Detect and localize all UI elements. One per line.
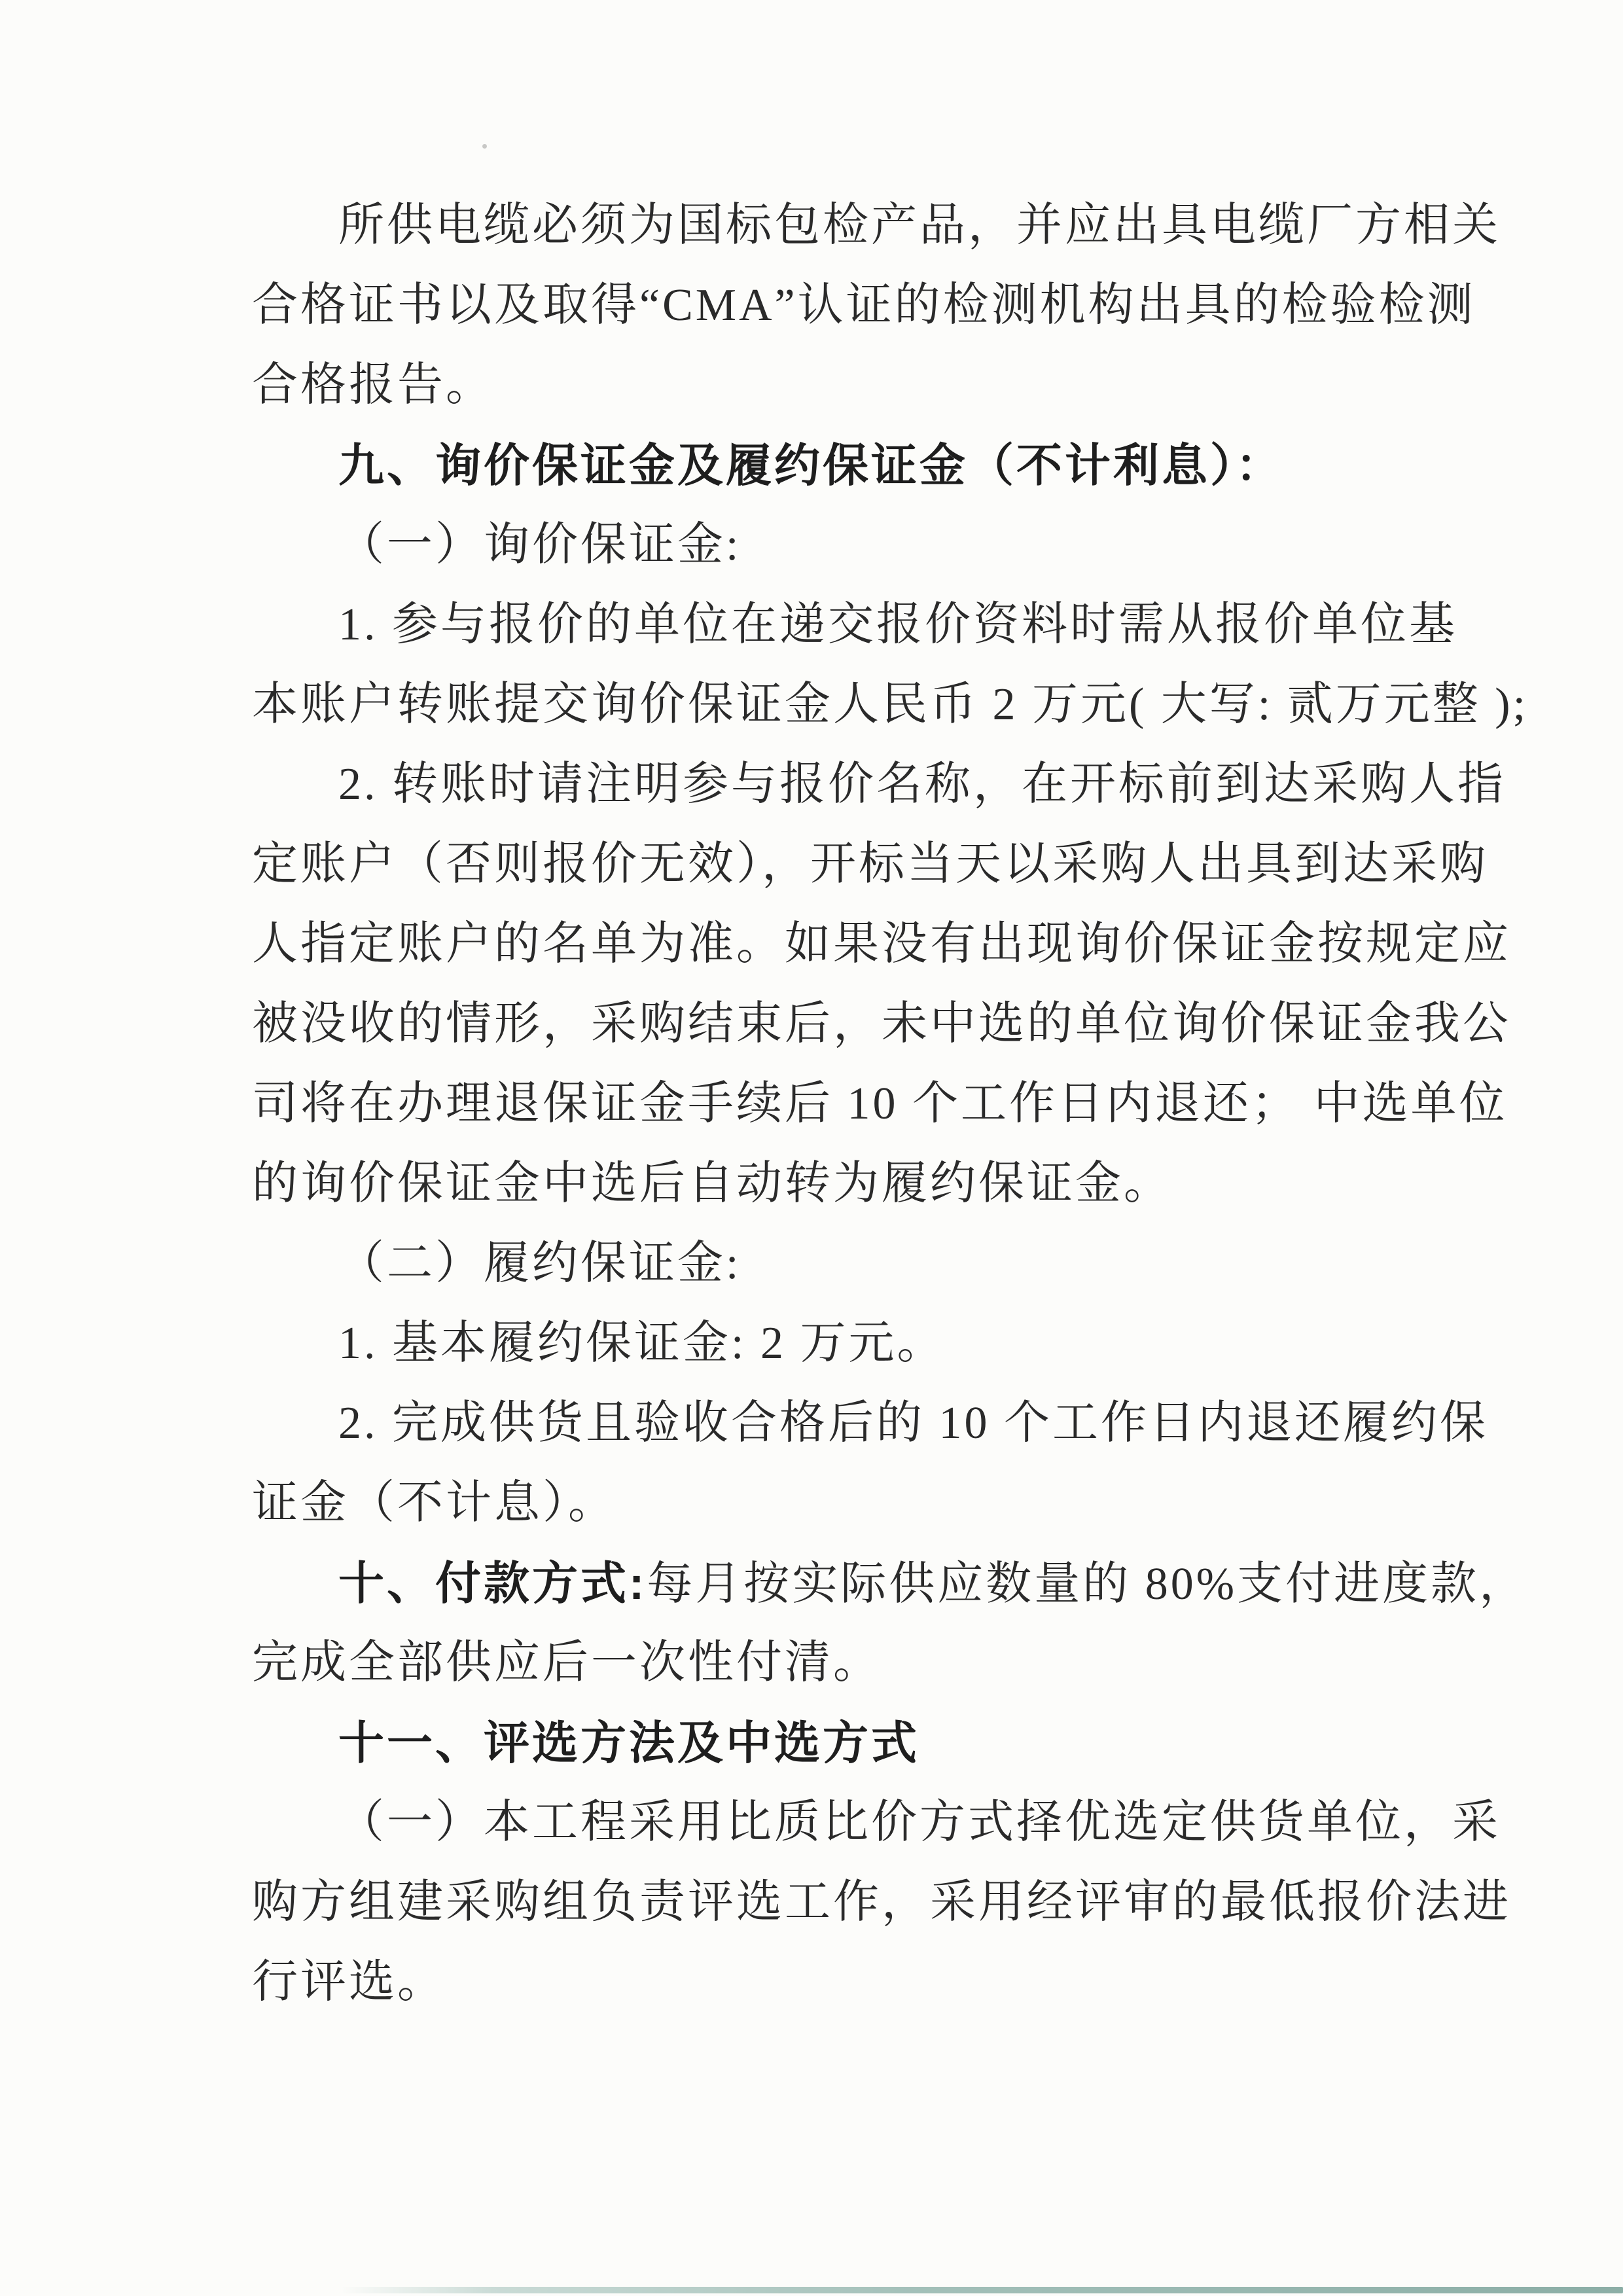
document-text-block <box>252 186 1529 2022</box>
text-line: 2. 转账时请注明参与报价名称，在开标前到达采购人指 <box>338 759 1506 810</box>
text-line: 1. 参与报价的单位在递交报价资料时需从报价单位基 <box>338 600 1457 650</box>
text-line: 行评选。 <box>252 1957 446 2007</box>
section-heading-deposits: 九、询价保证金及履约保证金（不计利息）： <box>338 440 1284 491</box>
text-line: 1. 基本履约保证金: 2 万元。 <box>338 1318 946 1369</box>
text-line: 购方组建采购组负责评选工作，采用经评审的最低报价法进 <box>252 1877 1511 1928</box>
text-line: 合格报告。 <box>252 360 494 410</box>
text-line: 完成全部供应后一次性付清。 <box>252 1638 882 1688</box>
text-line: 人指定账户的名单为准。如果没有出现询价保证金按规定应 <box>252 919 1511 969</box>
payment-heading-label: 十、付款方式: <box>338 1558 647 1609</box>
section-heading-evaluation: 十一、评选方法及中选方式 <box>338 1717 919 1768</box>
scan-edge-artifact <box>340 2287 1623 2293</box>
text-line: （一）本工程采用比质比价方式择优选定供货单位，采 <box>338 1797 1501 1848</box>
text-line: 合格证书以及取得“CMA”认证的检测机构出具的检验检测 <box>252 280 1476 331</box>
text-line: 证金（不计息）。 <box>252 1478 616 1528</box>
section-heading-payment <box>252 1543 1528 1623</box>
text-line: 被没收的情形，采购结束后，未中选的单位询价保证金我公 <box>252 999 1511 1049</box>
text-line: 司将在办理退保证金手续后 10 个工作日内退还； 中选单位 <box>252 1079 1508 1129</box>
payment-heading-body: 每月按实际供应数量的 80%支付进度款， <box>647 1559 1528 1609</box>
text-line: 本账户转账提交询价保证金人民币 2 万元( 大写: 贰万元整 ); <box>252 679 1529 730</box>
scan-speck-artifact <box>482 144 487 149</box>
subsection-heading-inquiry-deposit: （一）询价保证金: <box>338 520 741 570</box>
text-line: 的询价保证金中选后自动转为履约保证金。 <box>252 1158 1172 1209</box>
text-line: 2. 完成供货且验收合格后的 10 个工作日内退还履约保 <box>338 1398 1488 1448</box>
text-line: 所供电缆必须为国标包检产品，并应出具电缆厂方相关 <box>338 200 1501 251</box>
text-line: 定账户（否则报价无效），开标当天以采购人出具到达采购 <box>252 839 1488 889</box>
subsection-heading-performance-deposit: （二）履约保证金: <box>338 1238 741 1289</box>
